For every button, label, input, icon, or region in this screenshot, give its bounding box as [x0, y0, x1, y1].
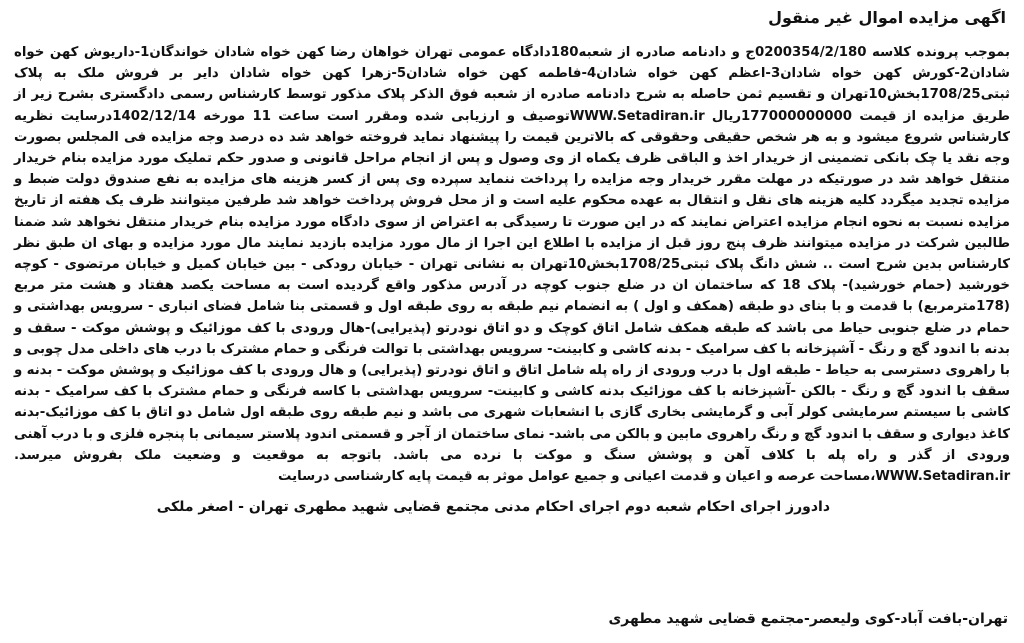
- notice-title: اگهی مزایده اموال غیر منقول: [768, 8, 1006, 27]
- notice-footer: تهران-بافت آباد-کوی ولیعصر-مجتمع قضایی شهید مطهری: [608, 611, 1008, 627]
- notice-signature: دادورز اجرای احکام شعبه دوم اجرای احکام مدنی مجتمع قضایی شهید مطهری تهران - اصغر ملکی: [156, 499, 830, 516]
- notice-body: بموجب پرونده کلاسه 0200354/2/180ج و دادنامه صادره از شعبه180دادگاه عمومی تهران خواهان رضا کهن خواه شادان خواندگان1-داریوش کهن خواه شادان2-کورش کهن خواه شادان3-اعظم کهن خواه شادان4-فاطمه کهن خواه شادان5-زهرا کهن خواه شادان دایر بر فروش ملک به پلاک ثبتی1708/25بخش10تهران و تقسیم ثمن حاصله به شرح دادنامه صادره از شعبه فوق الذکر پلاک مذکور توسط کارشناس رسمی دادگستری بشرح زیر از طریق مزایده از قیمت 177000000000ریال WWW.Setadiran.irتوصیف و ارزیابی شده ومقرر است ساعت 11 مورخه 1402/12/14درسایت نظریه کارشناس شروع میشود و به هر شخص حقیقی وحقوقی که بالاترین قیمت را پیشنهاد نماید فروخته خواهد شد ده درصد وجه مزایده فی المجلس بصورت وجه نقد یا چک بانکی تضمینی از خریدار اخذ و الباقی ظرف یکماه از وی وصول و پس از انجام مراحل قانونی و صدور حکم تملیک مورد مزایده بنام خریدار منتقل خواهد شد در صورتیکه در مهلت مقرر خریدار وجه مزایده را پرداخت ننماید سپرده وی پس از کسر هزینه های مزایده به نفع صندوق دولت ضبط و مزایده تجدید میگردد کلیه هزینه های نقل و انتقال به عهده محکوم علیه است و از محل فروش پرداخت خواهد شد طرفین میتوانند ظرف یک هفته از تاریخ مزایده نسبت به نحوه انجام مزایده اعتراض نمایند که در این صورت تا رسیدگی به اعتراض از سوی دادگاه مورد مزایده بنام خریدار منتقل نخواهد شد ضمنا طالبین شرکت در مزایده میتوانند ظرف پنج روز قبل از مزایده با اطلاع این اجرا از مال مورد مزایده بازدید نمایند مال مورد مزایده و بهای ان طبق نظر کارشناس بدین شرح است .. شش دانگ پلاک ثبتی1708/25بخش10تهران به نشانی تهران - خیابان رودکی - بین خیابان کمیل و خیابان مرتضوی - کوچه خورشید (حمام خورشید)- پلاک 18 که ساختمان ان در ضلع جنوب کوچه در آدرس مذکور واقع گردیده است به مساحت یکصد هفتاد و هشت متر مربع (178مترمربع) با قدمت و با بنای دو طبقه (همکف و اول ) به انضمام نیم طبقه به روی طبقه اول و قسمتی بنا شامل فضای انباری - سرویس بهداشتی و حمام در ضلع جنوبی حیاط می باشد که طبقه همکف شامل اتاق کوچک و دو اتاق نودرتو (پذیرایی)-هال ورودی با کف موزائیک و پوشش موکت - سقف و بدنه با اندود گچ و رنگ - آشپزخانه با کف سرامیک - بدنه کاشی و کابینت- سرویس بهداشتی با توالت فرنگی و حمام مشترک با درب های داخلی مدل چوبی و با راهروی دسترسی به حیاط - طبقه اول با درب ورودی از راه پله شامل اتاق و اتاق نودرتو (پذیرایی) و هال ورودی با کف موزائیک و پوشش موکت - بدنه و سقف با اندود گچ و رنگ - بالکن -آشپزخانه با کف موزائیک بدنه کاشی و کابینت- سرویس بهداشتی با کاسه فرنگی و حمام مشترک با کف سرامیک - بدنه کاشی با سیستم سرمایشی کولر آبی و گرمایشی بخاری گازی با انشعابات شهری می باشد و نیم طبقه روی طبقه اول شامل دو اتاق با کف موزائیک-بدنه کاغذ دیواری و سقف با اندود گچ و رنگ راهروی مابین و بالکن می باشد- نمای ساختمان از آجر و قسمتی اندود پلاستر سیمانی با پنجره فلزی و با درب آهنی ورودی از گذر و راه پله با کلاف آهن و پوشش سنگ و موکت با نرده می باشد. باتوجه به موقعیت و وضعیت ملک بفروش میرسد. WWW.Setadiran.ir،مساحت عرصه و اعیان و قدمت اعیانی و جمیع عوامل موثر به قیمت پایه کارشناسی درسایت: [14, 45, 1011, 485]
